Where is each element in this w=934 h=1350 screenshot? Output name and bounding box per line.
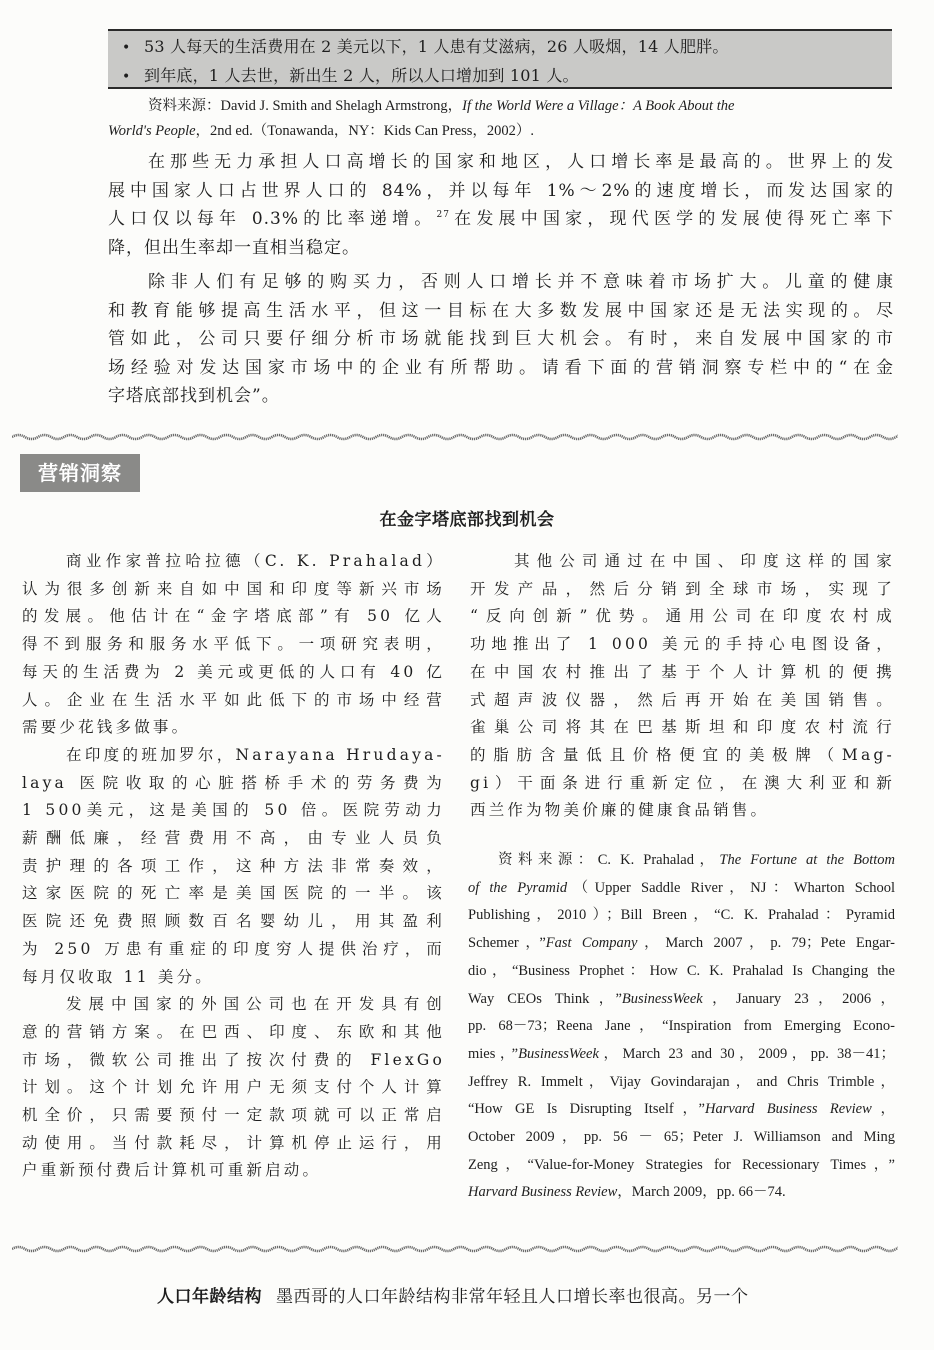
text-line: 户重新预付费后计算机可重新启动。	[22, 1161, 322, 1180]
ref-segment: ，March 2007，p. 79；Pete Engar-	[637, 935, 895, 952]
text-line: 管如此，公司只要仔细分析市场就能找到巨大机会。有时，来自发展中国家的市	[108, 329, 894, 350]
section-heading: 人口年龄结构	[157, 1287, 262, 1307]
source-authors: David J. Smith and Shelagh Armstrong，	[220, 98, 463, 114]
insight-right-column	[470, 548, 895, 825]
ref-segment: ，March 23 and 30，2009，pp. 38－41；	[598, 1045, 895, 1062]
ref-title: Fast Company	[545, 935, 638, 952]
text-line: 薪酬低廉，经营费用不高，由专业人员负	[22, 829, 445, 848]
text-line: 这家医院的死亡率是美国医院的一半。该	[22, 884, 445, 903]
ref-line: dio，“Business Prophet：How C. K. Prahalad Is Changing the	[468, 962, 895, 979]
text-segment: 在发展中国家，现代医学的发展使得死亡率下	[449, 209, 895, 230]
bottom-paragraph-text: 墨西哥的人口年龄结构非常年轻且人口增长率也很高。另一个	[276, 1287, 749, 1307]
source-title-cont: World's People	[108, 123, 196, 139]
wavy-line	[12, 1247, 898, 1251]
wavy-line	[12, 435, 898, 439]
ref-line	[468, 986, 895, 1014]
text-line: 和教育能够提高生活水平，但这一目标在大多数发展中国家还是无法实现的。尽	[108, 300, 894, 321]
text-line: 机全价，只需要预付一定款项就可以正常启	[22, 1106, 445, 1125]
ref-title: Harvard Business Review	[468, 1184, 618, 1201]
ref-line	[468, 1179, 895, 1207]
bullet-icon: •	[122, 40, 131, 56]
ref-title: The Fortune at the Bottom	[719, 852, 896, 868]
text-line	[108, 205, 894, 234]
ref-line: Jeffrey R. Immelt，Vijay Govindarajan，and Chris Trimble，	[468, 1073, 895, 1090]
fact-item	[122, 33, 892, 62]
ref-line: pp. 68－73；Reena Jane，“Inspiration from Emerging Econo-	[468, 1018, 895, 1035]
ref-title: BusinessWeek	[518, 1045, 599, 1062]
body-paragraph-2	[108, 268, 894, 411]
ref-segment: Way CEOs Think，”	[468, 990, 622, 1007]
text-line: 降，但出生率却一直相当稳定。	[108, 237, 360, 258]
ref-segment: ，	[871, 1101, 896, 1118]
text-line: 为 250 万患有重症的印度穷人提供治疗，而	[22, 939, 445, 958]
fact-item-text: 53 人每天的生活费用在 2 美元以下，1 人患有艾滋病，26 人吸烟，14 人肥胖。	[144, 37, 729, 56]
ref-segment: C. K. Prahalad，	[597, 852, 720, 868]
text-line: 在中国农村推出了基于个人计算机的便携	[470, 662, 895, 681]
ref-segment: （Upper Saddle River，NJ：Wharton School	[567, 879, 895, 896]
ref-label: 资料来源：	[498, 852, 598, 868]
wavy-divider	[12, 432, 898, 442]
text-line: 除非人们有足够的购买力，否则人口增长并不意味着市场扩大。儿童的健康	[148, 272, 894, 292]
text-line: 场经验对发达国家市场中的企业有所帮助。请看下面的营销洞察专栏中的“在金	[108, 357, 894, 378]
text-segment: 人口仅以每年 0.3%的比率递增。	[108, 209, 437, 230]
bottom-paragraph	[157, 1282, 897, 1307]
text-line: 认为很多创新来自如中国和印度等新兴市场	[22, 579, 445, 598]
source-citation	[108, 94, 894, 144]
text-line: 意的营销方案。在巴西、印度、东欧和其他	[22, 1022, 445, 1041]
text-line: 1 500美元，这是美国的 50 倍。医院劳动力	[22, 801, 445, 820]
text-line: 开发产品，然后分销到全球市场，实现了	[470, 579, 895, 598]
text-line: 医院还免费照顾数百名婴幼儿，用其盈利	[22, 912, 445, 931]
source-label: 资料来源：	[148, 98, 221, 114]
text-line: 计划。这个计划允许用户无须支付个人计算	[22, 1078, 445, 1097]
ref-line	[468, 1041, 895, 1069]
text-line: 其他公司通过在中国、印度这样的国家	[514, 552, 895, 570]
ref-segment: ，January 23，2006，	[702, 990, 895, 1007]
fact-item-text: 到年底，1 人去世，新出生 2 人，所以人口增加到 101 人。	[144, 66, 579, 85]
text-line: 西兰作为物美价廉的健康食品销售。	[470, 801, 770, 820]
fact-box	[108, 29, 892, 89]
ref-title: of the Pyramid	[468, 879, 568, 896]
footnote-marker[interactable]: 27	[436, 210, 450, 221]
text-line: 功地推出了 1 000 美元的手持心电图设备，	[470, 635, 895, 654]
text-line: 需要少花钱多做事。	[22, 718, 191, 737]
ref-line	[468, 930, 895, 958]
text-line: 每月仅收取 11 美分。	[22, 967, 214, 986]
ref-line: Zeng，“Value-for-Money Strategies for Recessionary Times，”	[468, 1156, 895, 1173]
text-line: 人。企业在生活水平如此低下的市场中经营	[22, 690, 445, 709]
body-paragraph-1	[108, 148, 894, 262]
text-line: 每天的生活费为 2 美元或更低的人口有 40 亿	[22, 662, 445, 681]
ref-title: BusinessWeek	[621, 990, 703, 1007]
text-line: 式超声波仪器，然后再开始在美国销售。	[470, 690, 895, 709]
ref-line	[468, 847, 895, 875]
source-publication: ，2nd ed.（Tonawanda，NY：Kids Can Press，2002）.	[195, 123, 535, 139]
ref-segment: Schemer，”	[468, 935, 546, 952]
ref-segment: ，March 2009，pp. 66－74.	[617, 1184, 786, 1201]
ref-line	[468, 875, 895, 903]
text-line: 发展中国家的外国公司也在开发具有创	[66, 995, 445, 1014]
insight-left-column	[22, 548, 445, 1185]
bullet-icon: •	[122, 69, 131, 85]
ref-segment: mies，”	[468, 1045, 519, 1062]
text-line: gi）干面条进行重新定位，在澳大利亚和新	[470, 773, 895, 792]
text-line: 展中国家人口占世界人口的 84%，并以每年 1%～2%的速度增长，而发达国家的	[108, 180, 894, 201]
insight-paragraph	[22, 991, 445, 1185]
marketing-insight-tag: 营销洞察	[20, 454, 140, 492]
text-line: 责护理的各项工作，这种方法非常奏效，	[22, 856, 445, 875]
ref-segment: “How GE Is Disrupting Itself，”	[468, 1101, 705, 1118]
fact-item	[122, 62, 892, 91]
text-line: laya 医院收取的心脏搭桥手术的劳务费为	[22, 773, 445, 792]
text-line: 动使用。当付款耗尽，计算机停止运行，用	[22, 1133, 445, 1152]
ref-line: Publishing，2010）；Bill Breen，“C. K. Prahalad：Pyramid	[468, 907, 895, 924]
insight-paragraph	[22, 548, 445, 742]
insight-title: 在金字塔底部找到机会	[379, 510, 555, 530]
text-line: 的脂肪含量低且价格便宜的美极牌（Mag-	[470, 745, 895, 764]
text-line: “反向创新”优势。通用公司在印度农村成	[470, 607, 895, 626]
text-line: 雀巢公司将其在巴基斯坦和印度农村流行	[470, 718, 895, 737]
source-title: If the World Were a Village：A Book About the	[462, 98, 735, 114]
insight-references	[468, 847, 895, 1207]
insight-paragraph	[22, 742, 445, 991]
text-line: 商业作家普拉哈拉德（C. K. Prahalad）	[66, 552, 445, 570]
ref-line	[468, 1096, 895, 1124]
text-line: 在那些无力承担人口高增长的国家和地区，人口增长率是最高的。世界上的发	[148, 152, 894, 172]
text-line: 得不到服务和服务水平低下。一项研究表明，	[22, 635, 445, 654]
text-line: 在印度的班加罗尔，Narayana Hrudaya-	[66, 745, 445, 764]
text-line: 字塔底部找到机会”。	[108, 386, 280, 407]
text-line: 市场，微软公司推出了按次付费的 FlexGo	[22, 1050, 445, 1069]
ref-line: October 2009，pp. 56 － 65；Peter J. Williamson and Ming	[468, 1129, 895, 1146]
text-line: 的发展。他估计在“金字塔底部”有 50 亿人	[22, 607, 445, 626]
ref-title: Harvard Business Review	[704, 1101, 872, 1118]
wavy-divider	[12, 1244, 898, 1254]
